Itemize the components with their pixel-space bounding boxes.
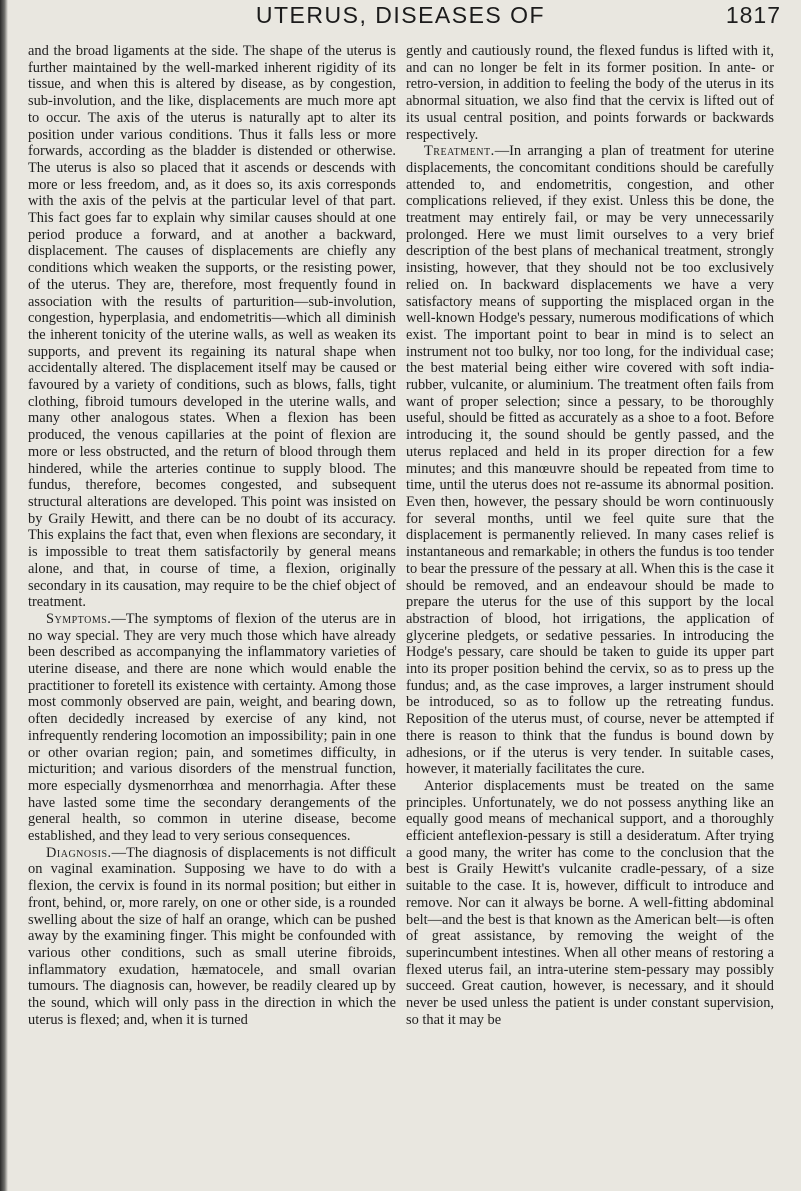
symptoms-heading: Symptoms. — [46, 610, 112, 627]
diagnosis-text: —The diagnosis of displacements is not difficult on vaginal examination. Supposing we have to do with a flexion, the cervix is found in its normal position; but either in front, behind, or, more rarely, on one or other side, is a rounded swelling about the size of half an orange, which can be pushed away by the examining finger. This might be confounded with various other conditions, such as small uterine fibroids, inflammatory exudation, hæmatocele, and small ovarian tumours. The diagnosis can, however, be readily cleared up by the sound, which will only pass in the direction in which the uterus is flexed; and, when it is turned — [28, 844, 396, 1028]
binding-edge-shadow — [0, 0, 8, 1191]
running-head: UTERUS, DISEASES OF — [255, 2, 546, 28]
right-column — [406, 43, 774, 1028]
treatment-text: —In arranging a plan of treatment for uterine displacements, the concomitant conditions should be carefully attended to, and endometritis, congestion, and other complications relieved, if they exist. Unless this be done, the treatment may entirely fail, or may be very unnecessarily prolonged. Here we must limit ourselves to a very brief description of the best plans of mechanical treatment, strongly insisting, however, that they should not be too exclusively relied on. In backward displacements we have a very satisfactory means of supporting the misplaced organ in the well-known Hodge's pessary, numerous modifications of which exist. The important point to bear in mind is to select an instrument not too bulky, nor too long, for the individual case; the best material being either wire covered with soft india-rubber, vulcanite, or aluminium. The treatment often fails from want of proper selection; since a pessary, to be thoroughly useful, should be fitted as accurately as a shoe to a foot. Before introducing it, the sound should be gently passed, and the uterus replaced and held in its proper direction for a few minutes; and this manœuvre should be repeated from time to time, until the uterus does not re-assume its abnormal position. Even then, however, the pessary should be worn continuously for several months, until we feel quite sure that the displacement is permanently relieved. In many cases relief is instantaneous and remarkable; in others the fundus is too tender to bear the pressure of the pessary at all. When this is the case it should be removed, and an endeavour should be made to prepare the uterus for the use of this support by the local abstraction of blood, hot irrigations, the application of glycerine pledgets, or sedative pessaries. In introducing the Hodge's pessary, care should be taken to guide its upper part into its proper position behind the cervix, so as to press up the fundus; and, as the case improves, a larger instrument should be introduced, so as to follow up the retreating fundus. Reposition of the uterus must, of course, never be attempted if there is reason to think that the fundus is bound down by adhesions, or if the uterus is very tender. In suitable cases, however, it materially facilitates the cure. — [406, 143, 774, 778]
diagnosis-heading: Diagnosis. — [46, 844, 112, 861]
treatment-heading: Treatment. — [424, 143, 495, 160]
paragraph-flexed-fundus: gently and cautiously round, the flexed fundus is lifted with it, and can no longer be felt in its former position. In ante- or retro-version, in addition to feeling the body of the uterus in its abnormal situation, we also find that the cervix is lifted out of its usual central position, and points forwards or backwards respectively. — [406, 43, 774, 143]
left-column — [28, 43, 396, 1028]
page-number: 1817 — [725, 2, 781, 28]
symptoms-text: —The symptoms of flexion of the uterus are in no way special. They are very much those which have already been described as accompanying the inflammatory varieties of uterine disease, and there are none which would enable the practitioner to foretell its existence with certainty. Among those most commonly observed are pain, weight, and bearing down, often decidedly increased by exercise of any kind, not infrequently rendering locomotion an impossibility; pain in one or other ovarian region; pain, and sometimes difficulty, in micturition; and various disorders of the menstrual function, more especially dysmenorrhœa and menorrhagia. After these have lasted some time the secondary derangements of the general health, so common in uterine disease, become established, and they lead to very serious consequences. — [28, 610, 396, 845]
page-header — [0, 2, 801, 32]
paragraph-diagnosis — [28, 845, 396, 1029]
paragraph-ligaments: and the broad ligaments at the side. The shape of the uterus is further maintained by the well-marked inherent rigidity of its tissue, and when this is altered by disease, as by congestion, sub-involution, and the like, displacements are much more apt to occur. The axis of the uterus is naturally apt to alter its position under various conditions. Thus it falls less or more forwards, according as the bladder is distended or otherwise. The uterus is also so placed that it ascends or descends with more or less freedom, and, as it does so, its axis corresponds with the axis of the pelvis at the particular level of that part. This fact goes far to explain why similar causes should at one period produce a forward, and at another a backward, displacement. The causes of displacements are chiefly any conditions which weaken the supports, or the resisting power, of the uterus. They are, therefore, most frequently found in association with the results of parturition—sub-involution, congestion, hyperplasia, and endometritis—which all diminish the inherent tonicity of the uterine walls, as well as weaken its supports, and prevent its regaining its natural shape when accidentally altered. The displacement itself may be caused or favoured by a variety of conditions, such as blows, falls, tight clothing, fibroid tumours developed in the uterine walls, and many other analogous states. When a flexion has been produced, the venous capillaries at the point of flexion are more or less obstructed, and the return of blood through them hindered, while the arteries continue to supply blood. The fundus, therefore, becomes congested, and subsequent structural alterations are developed. This point was insisted on by Graily Hewitt, and there can be no doubt of its accuracy. This explains the fact that, even when flexions are secondary, it is impossible to treat them satisfactorily by general means alone, and that, in course of time, a flexion, originally secondary in its causation, may require to be the chief object of treatment. — [28, 43, 396, 611]
paragraph-anterior-displacements: Anterior displacements must be treated on the same principles. Unfortunately, we do not possess anything like an equally good means of mechanical support, and a thoroughly efficient anteflexion-pessary is still a desideratum. After trying a good many, the writer has come to the conclusion that the best is Graily Hewitt's vulcanite cradle-pessary, of a size suitable to the case. It is, however, difficult to introduce and remove. Nor can it always be borne. A well-fitting abdominal belt—and the best is that known as the American belt—is often of great assistance, by removing the weight of the superincumbent intestines. When all other means of restoring a flexed uterus fail, an intra-uterine stem-pessary may possibly succeed. Great caution, however, is necessary, and it should never be used unless the patient is under constant supervision, so that it may be — [406, 777, 774, 1028]
paragraph-symptoms — [28, 611, 396, 845]
paragraph-treatment — [406, 143, 774, 778]
